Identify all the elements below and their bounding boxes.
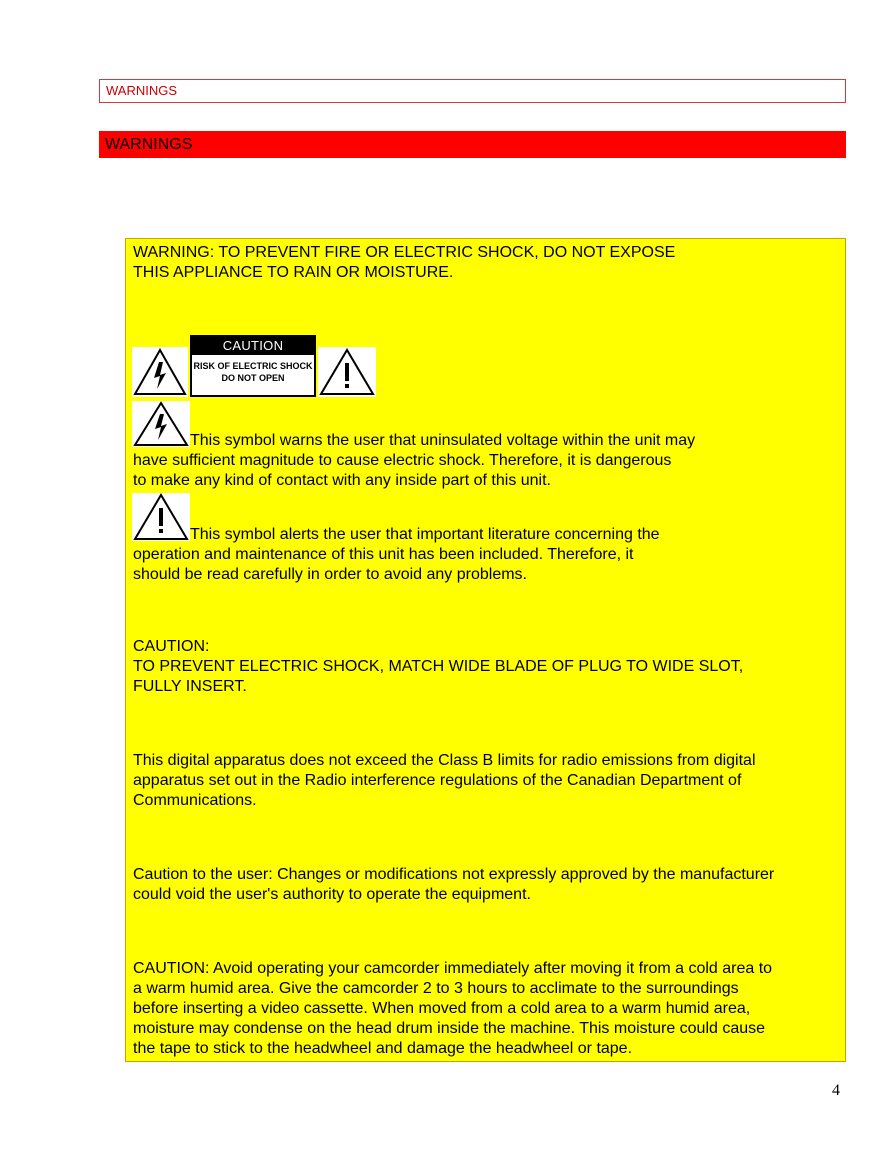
warnings-panel: [125, 238, 846, 1062]
exclamation-triangle-icon: [318, 347, 376, 397]
section-title-bar: [99, 131, 846, 158]
condensation-caution-text: CAUTION: Avoid operating your camcorder immediately after moving it from a cold area to a warm humid area. Give the camcorder 2 to 3 hours to acclimate to the surroundings before inserting a video cassette. When moved from a cold area to a warm humid area, moisture may condense on the head drum inside the machine. This moisture could cause the tape to stick to the headwheel and damage the headwheel or tape.: [133, 960, 773, 1057]
caution-label-heading: CAUTION: [192, 337, 314, 355]
caution-label-line-2: DO NOT OPEN: [221, 373, 285, 383]
lightning-symbol-text: have sufficient magnitude to cause electric shock. Therefore, it is dangerous to make any kind of contact with any inside part of this unit.: [133, 452, 672, 489]
class-b-notice-text: This digital apparatus does not exceed the Class B limits for radio emissions from digital apparatus set out in the Radio interference regulations of the Canadian Department of Communications.: [133, 752, 756, 809]
exclamation-triangle-icon: [132, 493, 190, 541]
user-caution-text: Caution to the user: Changes or modifications not expressly approved by the manufacturer could void the user's authority to operate the equipment.: [133, 866, 775, 903]
page-number: 4: [832, 1082, 840, 1099]
caution-risk-label: [190, 335, 316, 397]
lightning-triangle-icon: [132, 401, 190, 447]
page-header-title: WARNINGS: [106, 83, 178, 98]
page-header: [99, 79, 846, 103]
plug-caution-text: CAUTION: TO PREVENT ELECTRIC SHOCK, MATCH WIDE BLADE OF PLUG TO WIDE SLOT, FULLY INSERT.: [133, 638, 744, 695]
lightning-triangle-icon: [132, 347, 188, 397]
main-warning-text: WARNING: TO PREVENT FIRE OR ELECTRIC SHOCK, DO NOT EXPOSE THIS APPLIANCE TO RAIN OR MOISTURE.: [133, 244, 676, 281]
exclamation-symbol-text: operation and maintenance of this unit has been included. Therefore, it should be read carefully in order to avoid any problems.: [133, 546, 634, 583]
caution-label-line-1: RISK OF ELECTRIC SHOCK: [193, 361, 313, 371]
exclamation-symbol-text-lead: This symbol alerts the user that important literature concerning the: [190, 526, 660, 543]
lightning-symbol-text-lead: This symbol warns the user that uninsulated voltage within the unit may: [190, 432, 696, 449]
section-title: WARNINGS: [105, 136, 193, 153]
